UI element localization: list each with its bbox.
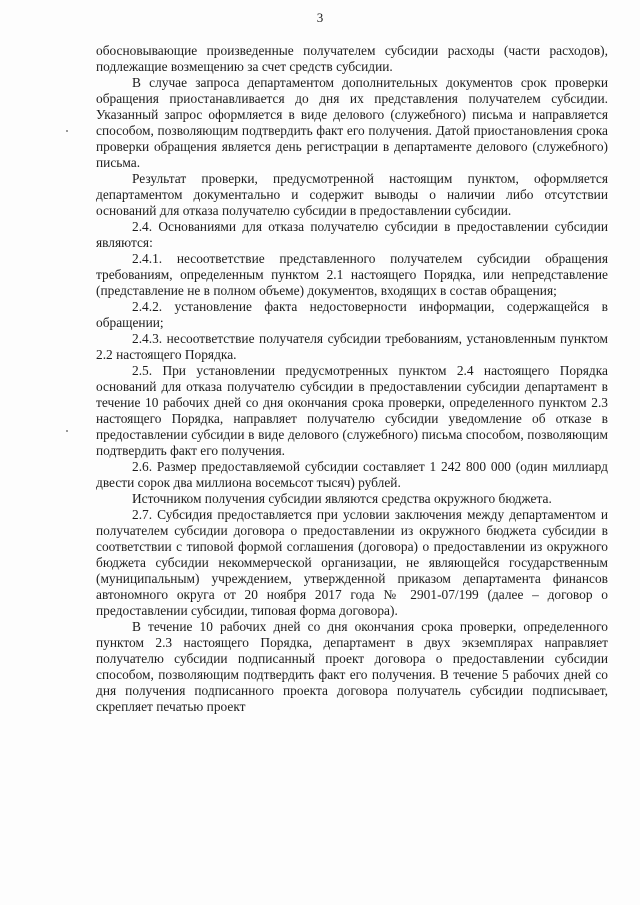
paragraph-document-request: В случае запроса департаментом дополнительных документов срок проверки обращения приостанавливается до дня их представления получателем субсидии. Указанный запрос оформляется в виде делового (служебного) письма и направляется способом, позволяющим подтвердить факт его получения. Датой приостановления срока проверки обращения является день регистрации в департаменте делового (служебного) письма. — [96, 75, 608, 170]
paragraph-2-4-2: 2.4.2. установление факта недостоверности информации, содержащейся в обращении; — [96, 299, 608, 330]
paragraph-2-6: 2.6. Размер предоставляемой субсидии составляет 1 242 800 000 (один миллиард двести сорок два миллиона восемьсот тысяч) рублей. — [96, 459, 608, 490]
paragraph-contract-terms: В течение 10 рабочих дней со дня окончания срока проверки, определенного пунктом 2.3 настоящего Порядка, департамент в двух экземплярах направляет получателю субсидии подписанный проект договора о предоставлении субсидии способом, позволяющим подтвердить факт его получения. В течение 5 рабочих дней со дня получения подписанного проекта договора получатель субсидии подписывает, скрепляет печатью проект — [96, 619, 608, 714]
scan-speck — [66, 130, 68, 132]
paragraph-2-5: 2.5. При установлении предусмотренных пунктом 2.4 настоящего Порядка оснований для отказа получателю субсидии в предоставлении субсидии департамент в течение 10 рабочих дней со дня окончания срока проверки, определенного пунктом 2.3 настоящего Порядка, направляет получателю субсидии уведомление об отказе в предоставлении субсидии в виде делового (служебного) письма способом, позволяющим подтвердить факт его получения. — [96, 363, 608, 458]
paragraph-2-7: 2.7. Субсидия предоставляется при условии заключения между департаментом и получателем субсидии договора о предоставлении из окружного бюджета субсидии в соответствии с типовой формой соглашения (договора) о предоставлении из окружного бюджета субсидии некоммерческой организации, не являющейся государственным (муниципальным) учреждением, утвержденной приказом департамента финансов автономного округа от 20 ноября 2017 года № 2901-07/199 (далее – договор о предоставлении субсидии, типовая форма договора). — [96, 507, 608, 618]
scan-speck — [66, 430, 68, 432]
body-text — [96, 43, 608, 715]
page-number: 3 — [316, 10, 324, 25]
paragraph-2-4-1: 2.4.1. несоответствие представленного получателем субсидии обращения требованиям, определенным пунктом 2.1 настоящего Порядка, или непредставление (представление не в полном объеме) документов, входящих в состав обращения; — [96, 251, 608, 298]
paragraph-check-result: Результат проверки, предусмотренной настоящим пунктом, оформляется департаментом документально и содержит выводы о наличии либо отсутствии оснований для отказа получателю субсидии в предоставлении субсидии. — [96, 171, 608, 218]
paragraph-continuation: обосновывающие произведенные получателем субсидии расходы (части расходов), подлежащие возмещению за счет средств субсидии. — [96, 43, 608, 74]
paragraph-2-4-3: 2.4.3. несоответствие получателя субсидии требованиям, установленным пунктом 2.2 настоящего Порядка. — [96, 331, 608, 362]
paragraph-funding-source: Источником получения субсидии являются средства окружного бюджета. — [132, 491, 552, 506]
paragraph-2-4: 2.4. Основаниями для отказа получателю субсидии в предоставлении субсидии являются: — [96, 219, 608, 250]
